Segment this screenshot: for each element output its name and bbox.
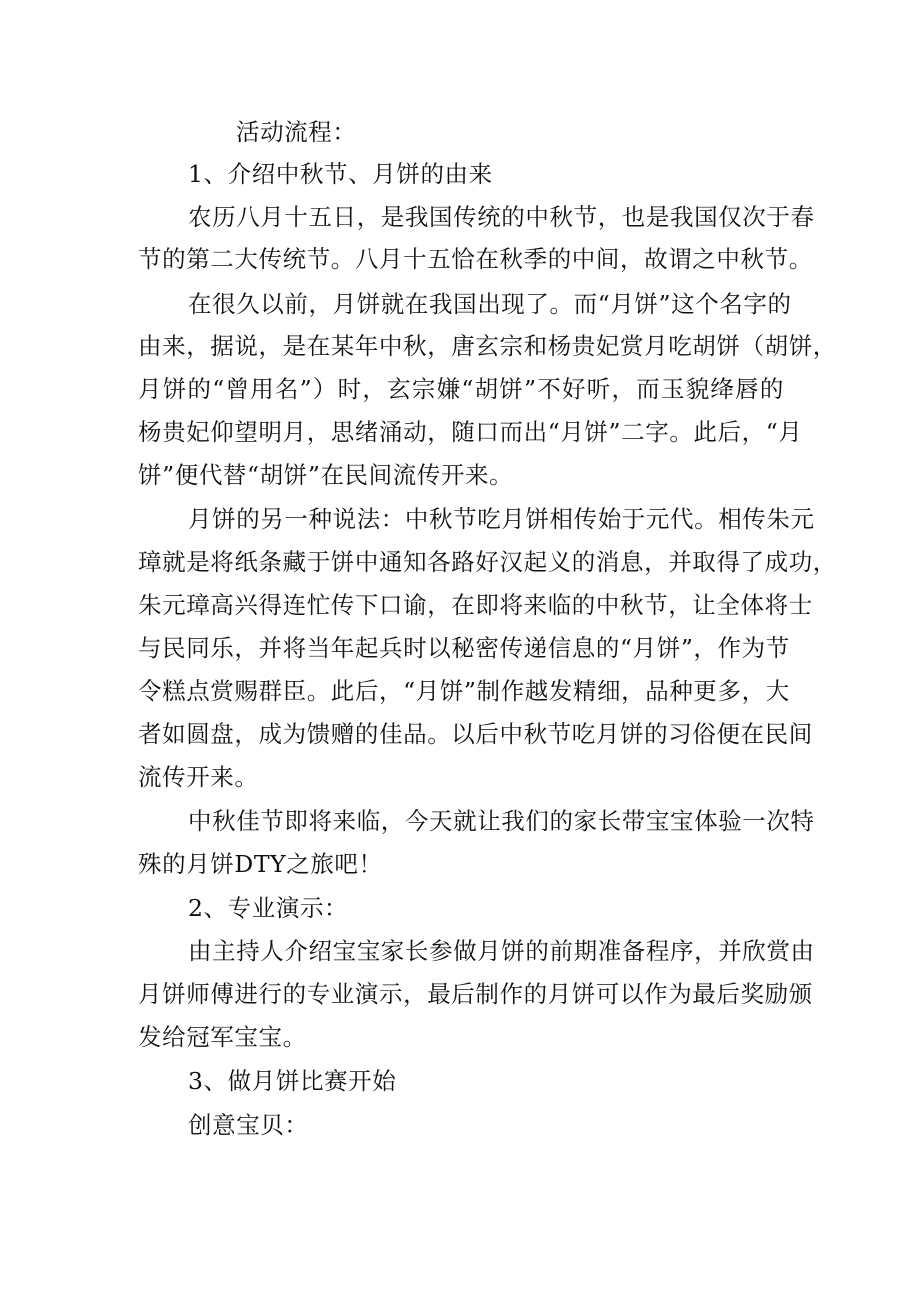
paragraph-3-line-3: 朱元璋高兴得连忙传下口谕，在即将来临的中秋节，让全体将士 [138, 591, 813, 619]
paragraph-5-line-2: 月饼师傅进行的专业演示，最后制作的月饼可以作为最后奖励颁 [138, 980, 813, 1008]
paragraph-3-line-5: 令糕点赏赐群臣。此后，“月饼”制作越发精细，品种更多，大 [138, 677, 790, 705]
paragraph-3-line-7: 流传开来。 [138, 763, 259, 791]
paragraph-3-line-6: 者如圆盘，成为馈赠的佳品。以后中秋节吃月饼的习俗便在民间 [138, 720, 813, 748]
paragraph-2-line-1: 在很久以前，月饼就在我国出现了。而“月饼”这个名字的 [188, 290, 792, 318]
section-3-title: 3、做月饼比赛开始 [188, 1067, 397, 1095]
section-1-title: 1、介绍中秋节、月饼的由来 [188, 160, 493, 188]
paragraph-1-line-2: 节的第二大传统节。八月十五恰在秋季的中间，故谓之中秋节。 [138, 245, 813, 273]
section-2-title: 2、专业演示： [188, 894, 349, 922]
paragraph-2-line-3: 月饼的“曾用名”）时，玄宗嫌“胡饼”不好听，而玉貌绛唇的 [138, 375, 784, 403]
paragraph-3-line-4: 与民同乐，并将当年起兵时以秘密传递信息的“月饼”，作为节 [138, 634, 790, 662]
paragraph-1-line-1: 农历八月十五日，是我国传统的中秋节，也是我国仅次于春 [188, 203, 815, 231]
paragraph-4-line-2: 殊的月饼DTY之旅吧！ [138, 850, 383, 878]
paragraph-3-line-2: 璋就是将纸条藏于饼中通知各路好汉起义的消息，并取得了成功， [138, 548, 837, 576]
paragraph-5-line-1: 由主持人介绍宝宝家长参做月饼的前期准备程序，并欣赏由 [188, 937, 815, 965]
paragraph-5-line-3: 发给冠军宝宝。 [138, 1023, 307, 1051]
section-4-title: 创意宝贝： [188, 1111, 309, 1139]
section-heading: 活动流程： [236, 118, 357, 146]
paragraph-2-line-2: 由来，据说，是在某年中秋，唐玄宗和杨贵妃赏月吃胡饼（胡饼， [138, 332, 837, 360]
paragraph-2-line-5: 饼”便代替“胡饼”在民间流传开来。 [138, 461, 514, 489]
paragraph-3-line-1: 月饼的另一种说法：中秋节吃月饼相传始于元代。相传朱元 [188, 505, 815, 533]
paragraph-4-line-1: 中秋佳节即将来临，今天就让我们的家长带宝宝体验一次特 [188, 807, 815, 835]
paragraph-2-line-4: 杨贵妃仰望明月，思绪涌动，随口而出“月饼”二字。此后，“月 [138, 418, 803, 446]
